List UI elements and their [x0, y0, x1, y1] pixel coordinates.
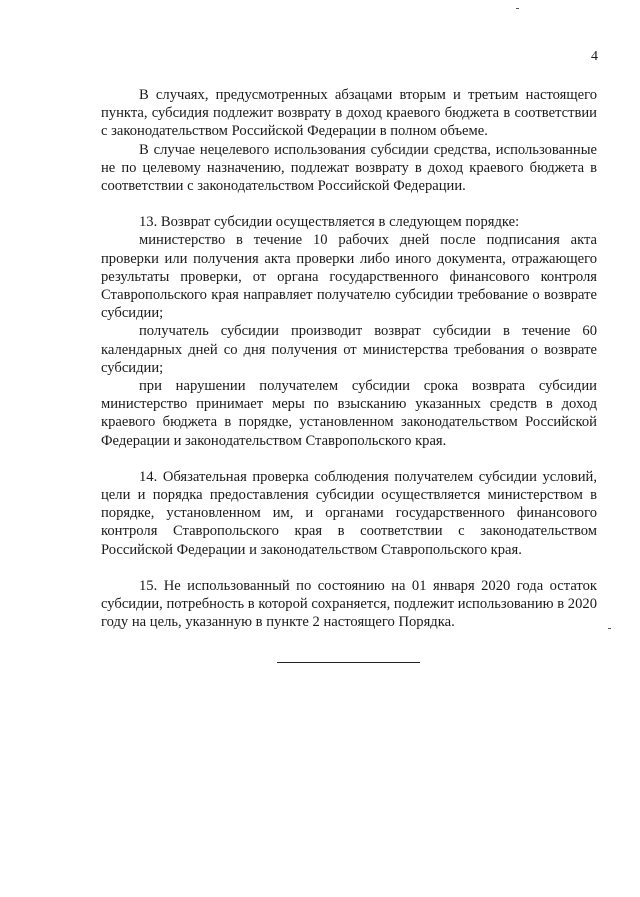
paragraph-gap	[101, 559, 597, 577]
paragraph-recovery-measures: при нарушении получателем субсидии срока возврата субсидии министерство принимает меры по взысканию указанных средств в доход краевого бюджета в порядке, установленном законодательством Российской Федерации и законодательством Ставропольского края.	[101, 378, 597, 449]
page-number: 4	[591, 49, 598, 64]
scan-speck	[516, 8, 519, 9]
paragraph-gap	[101, 195, 597, 213]
paragraph-section-15: 15. Не использованный по состоянию на 01 января 2020 года остаток субсидии, потребность в которой сохраняется, подлежит использованию в 2020 году на цель, указанную в пункте 2 настоящего Порядка.	[101, 577, 597, 631]
paragraph-section-13: 13. Возврат субсидии осуществляется в следующем порядке:	[139, 214, 520, 231]
document-body	[101, 86, 597, 631]
paragraph-section-14: 14. Обязательная проверка соблюдения получателем субсидии условий, цели и порядка предоставления субсидии осуществляется министерством в порядке, установленном им, и органами государственного финансового контроля Ставропольского края в соответствии с законодательством Российской Федерации и законодательством Ставропольского края.	[101, 468, 597, 558]
paragraph-gap	[101, 450, 597, 468]
scan-speck	[608, 628, 611, 629]
paragraph-recipient-refund: получатель субсидии производит возврат субсидии в течение 60 календарных дней со дня получения от министерства требования о возврате субсидии;	[101, 323, 597, 376]
end-of-document-rule	[277, 662, 420, 663]
paragraph-misuse-refund: В случае нецелевого использования субсидии средства, использованные не по целевому назначению, подлежат возврату в доход краевого бюджета в соответствии с законодательством Российской Федерации.	[101, 141, 597, 195]
paragraph-refund-full: В случаях, предусмотренных абзацами вторым и третьим настоящего пункта, субсидия подлежит возврату в доход краевого бюджета в соответствии с законодательством Российской Федерации в полном объеме.	[101, 87, 597, 140]
paragraph-ministry-demand: министерство в течение 10 рабочих дней после подписания акта проверки или получения акта проверки либо иного документа, отражающего результаты проверки, от органа государственного финансового контроля Ставропольского края направляет получателю субсидии требование о возврате субсидии;	[101, 232, 597, 322]
